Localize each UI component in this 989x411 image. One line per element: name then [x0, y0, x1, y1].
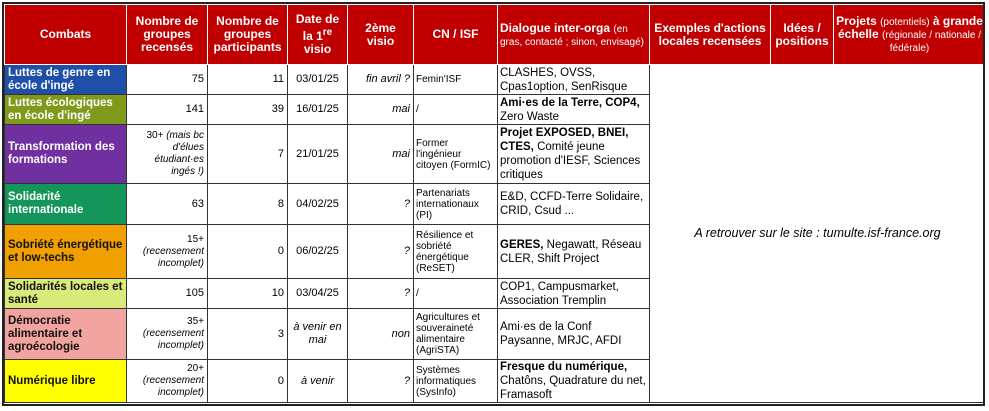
- cell-cn[interactable]: Former l'ingénieur citoyen (FormIC): [414, 125, 498, 184]
- cell-dialogue[interactable]: [498, 125, 650, 184]
- header-projets-bold-a: Projets: [836, 14, 877, 28]
- dialogue-bold: GERES,: [500, 238, 544, 251]
- cell-cn[interactable]: Femin'ISF: [414, 65, 498, 95]
- cell-recenses[interactable]: 75: [127, 65, 208, 95]
- cell-date[interactable]: 03/01/25: [288, 65, 348, 95]
- cell-combat[interactable]: Démocratie alimentaire et agroécologie: [5, 309, 127, 360]
- cell-visio2[interactable]: non: [348, 309, 414, 360]
- cell-visio2[interactable]: mai: [348, 95, 414, 125]
- cell-visio2[interactable]: mai: [348, 125, 414, 184]
- cell-dialogue[interactable]: [498, 309, 650, 360]
- dialogue-normal: Zero Waste: [500, 110, 560, 123]
- cell-combat[interactable]: Numérique libre: [5, 360, 127, 403]
- header-projets-bold-b: à grande échelle: [837, 14, 983, 41]
- dialogue-normal: Negawatt, Réseau CLER, Shift Project: [500, 238, 642, 265]
- merged-note-cell[interactable]: A retrouver sur le site : tumulte.isf-france.org: [650, 65, 986, 403]
- dialogue-normal: E&D, CCFD-Terre Solidaire, CRID, Csud ...: [500, 191, 644, 217]
- cell-date[interactable]: 06/02/25: [288, 225, 348, 279]
- cell-cn[interactable]: Partenariats internationaux (PI): [414, 184, 498, 225]
- cell-dialogue[interactable]: [498, 184, 650, 225]
- cell-recenses[interactable]: 141: [127, 95, 208, 125]
- recenses-main: 35+: [187, 316, 204, 327]
- spreadsheet-table-container: [2, 2, 985, 406]
- recenses-main: 20+: [187, 363, 204, 374]
- header-date-end: visio: [303, 42, 332, 56]
- cell-cn[interactable]: Résilience et sobriété énergétique (ReSET): [414, 225, 498, 279]
- cell-participants[interactable]: 3: [208, 309, 288, 360]
- dialogue-normal: Ami·es de la Conf Paysanne, MRJC, AFDI: [500, 321, 622, 347]
- header-date-sup: re: [322, 27, 333, 38]
- cell-recenses[interactable]: 63: [127, 184, 208, 225]
- cell-dialogue[interactable]: [498, 360, 650, 403]
- cell-date[interactable]: 16/01/25: [288, 95, 348, 125]
- cell-participants[interactable]: 0: [208, 360, 288, 403]
- header-projets-small-b: (régionale / nationale / fédérale): [882, 30, 981, 54]
- cell-combat[interactable]: Luttes de genre en école d'ingé: [5, 65, 127, 95]
- header-date-text: Date de la 1: [295, 12, 340, 43]
- table-row: [5, 65, 986, 95]
- dialogue-bold: Projet EXPOSED, BNEI, CTES,: [500, 127, 629, 153]
- cell-recenses[interactable]: 105: [127, 279, 208, 309]
- header-exemples[interactable]: Exemples d'actions locales recensées: [650, 5, 771, 65]
- cell-recenses[interactable]: [127, 360, 208, 403]
- cell-recenses[interactable]: [127, 125, 208, 184]
- dialogue-bold: Fresque du numérique,: [500, 361, 628, 373]
- header-participants[interactable]: Nombre de groupes participants: [208, 5, 288, 65]
- cell-recenses[interactable]: [127, 309, 208, 360]
- recenses-note: (recensement incomplet): [142, 328, 204, 351]
- recenses-note: (recensement incomplet): [142, 375, 204, 398]
- cell-cn[interactable]: /: [414, 95, 498, 125]
- recenses-note: (mais bc d'élues étudiant·es ingés !): [154, 130, 204, 177]
- cell-participants[interactable]: 10: [208, 279, 288, 309]
- cell-dialogue[interactable]: [498, 65, 650, 95]
- header-cn-isf[interactable]: CN / ISF: [414, 5, 498, 65]
- recenses-main: 15+: [187, 233, 204, 245]
- header-idees[interactable]: Idées / positions: [771, 5, 834, 65]
- combats-table: [4, 4, 985, 403]
- cell-cn[interactable]: /: [414, 279, 498, 309]
- cell-participants[interactable]: 8: [208, 184, 288, 225]
- dialogue-normal: COP1, Campusmarket, Association Tremplin: [500, 280, 619, 307]
- cell-cn[interactable]: Agricultures et souveraineté alimentaire (AgriSTA): [414, 309, 498, 360]
- cell-date[interactable]: 04/02/25: [288, 184, 348, 225]
- cell-visio2[interactable]: ?: [348, 184, 414, 225]
- header-recenses[interactable]: Nombre de groupes recensés: [127, 5, 208, 65]
- header-row: [5, 5, 986, 65]
- cell-participants[interactable]: 0: [208, 225, 288, 279]
- cell-visio2[interactable]: fin avril ?: [348, 65, 414, 95]
- cell-recenses[interactable]: [127, 225, 208, 279]
- cell-participants[interactable]: 39: [208, 95, 288, 125]
- dialogue-normal: CLASHES, OVSS, Cpas1option, SenRisque: [500, 66, 628, 93]
- cell-participants[interactable]: 11: [208, 65, 288, 95]
- cell-date[interactable]: 21/01/25: [288, 125, 348, 184]
- cell-combat[interactable]: Sobriété énergétique et low-techs: [5, 225, 127, 279]
- header-dialogue[interactable]: [498, 5, 650, 65]
- header-dialogue-small: (en gras, contacté ; sinon, envisagé): [500, 23, 644, 48]
- cell-combat[interactable]: Luttes écologiques en école d'ingé: [5, 95, 127, 125]
- cell-visio2[interactable]: ?: [348, 360, 414, 403]
- dialogue-normal: Comité jeune promotion d'IESF, Sciences critiques: [500, 141, 641, 181]
- header-date[interactable]: [288, 5, 348, 65]
- cell-date[interactable]: à venir en mai: [288, 309, 348, 360]
- header-projets-small-a: (potentiels): [880, 17, 930, 28]
- header-visio2[interactable]: 2ème visio: [348, 5, 414, 65]
- cell-combat[interactable]: Transformation des formations: [5, 125, 127, 184]
- header-dialogue-bold: Dialogue inter-orga: [500, 20, 611, 35]
- cell-combat[interactable]: Solidarités locales et santé: [5, 279, 127, 309]
- cell-participants[interactable]: 7: [208, 125, 288, 184]
- cell-date[interactable]: à venir: [288, 360, 348, 403]
- recenses-main: 30+: [146, 130, 164, 141]
- header-projets[interactable]: [834, 5, 986, 65]
- cell-visio2[interactable]: ?: [348, 225, 414, 279]
- cell-dialogue[interactable]: [498, 279, 650, 309]
- dialogue-normal: Chatôns, Quadrature du net, Framasoft: [500, 375, 646, 401]
- header-combats[interactable]: Combats: [5, 5, 127, 65]
- cell-combat[interactable]: Solidarité internationale: [5, 184, 127, 225]
- cell-cn[interactable]: Systèmes informatiques (SysInfo): [414, 360, 498, 403]
- recenses-note: (recensement incomplet): [142, 245, 204, 269]
- dialogue-bold: Ami·es de la Terre, COP4,: [500, 96, 640, 109]
- cell-dialogue[interactable]: [498, 225, 650, 279]
- cell-visio2[interactable]: ?: [348, 279, 414, 309]
- cell-dialogue[interactable]: [498, 95, 650, 125]
- cell-date[interactable]: 03/04/25: [288, 279, 348, 309]
